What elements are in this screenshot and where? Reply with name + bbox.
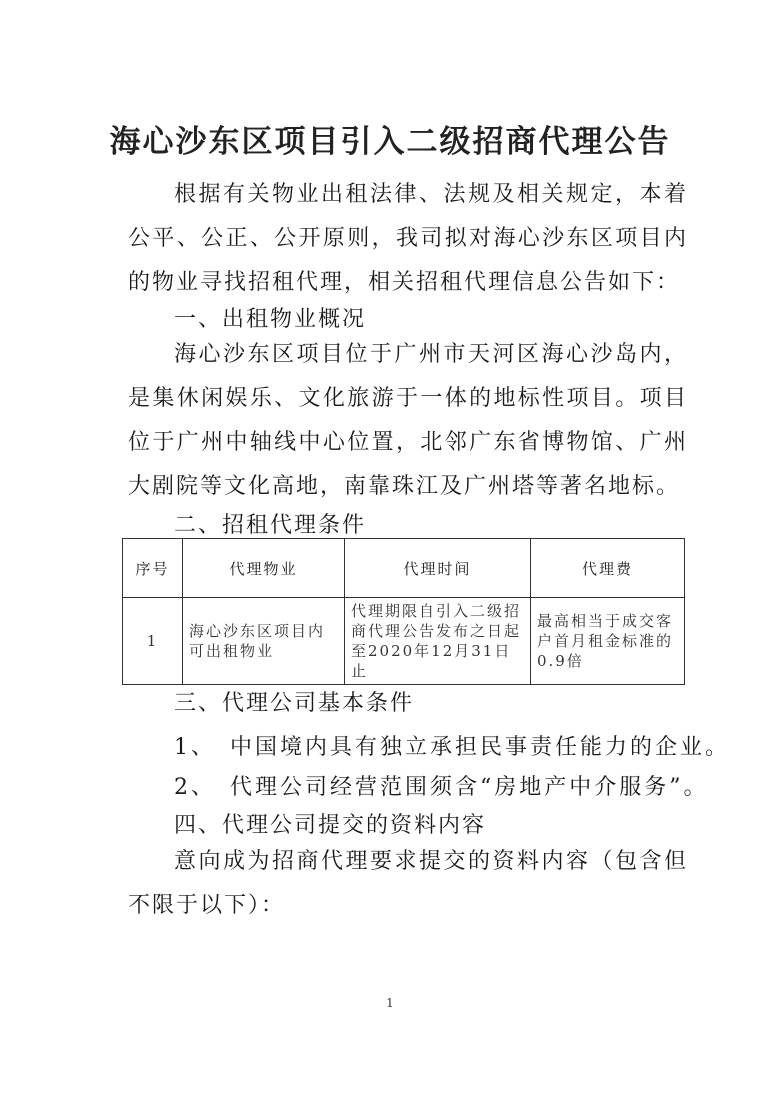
page-number: 1: [386, 996, 394, 1010]
document-title: 海心沙东区项目引入二级招商代理公告: [109, 124, 671, 160]
table-row: [123, 598, 685, 685]
column-header-number: 序号: [123, 539, 183, 598]
cell-number: 1: [123, 598, 183, 685]
column-header-fee: 代理费: [531, 539, 685, 598]
requirement-item-1: 1、 中国境内具有独立承担民事责任能力的企业。: [174, 735, 730, 760]
submission-paragraph: 意向成为招商代理要求提交的资料内容（包含但不限于以下）：: [128, 849, 688, 918]
overview-paragraph: 海心沙东区项目位于广州市天河区海心沙岛内，是集休闲娱乐、文化旅游于一体的地标性项目。项目位于广州中轴线中心位置，北邻广东省博物馆、广州大剧院等文化高地，南靠珠江及广州塔等著名地标。: [128, 342, 688, 499]
column-header-property: 代理物业: [183, 539, 345, 598]
column-header-period: 代理时间: [345, 539, 531, 598]
table-header-row: [123, 539, 685, 598]
cell-fee: 最高相当于成交客户首月租金标准的0.9倍: [531, 598, 685, 685]
section-heading-basic-requirements: 三、代理公司基本条件: [174, 691, 415, 716]
requirement-item-2: 2、 代理公司经营范围须含“房地产中介服务”。: [174, 775, 709, 800]
cell-period: 代理期限自引入二级招商代理公告发布之日起至2020年12月31日止: [345, 598, 531, 685]
agency-conditions-table: [122, 538, 685, 685]
cell-property: 海心沙东区项目内可出租物业: [183, 598, 345, 685]
section-heading-conditions: 二、招租代理条件: [174, 513, 367, 538]
section-heading-overview: 一、出租物业概况: [174, 307, 367, 332]
section-heading-submission: 四、代理公司提交的资料内容: [174, 813, 487, 838]
intro-paragraph: 根据有关物业出租法律、法规及相关规定，本着公平、公正、公开原则，我司拟对海心沙东区项目内的物业寻找招租代理，相关招租代理信息公告如下：: [128, 182, 688, 295]
